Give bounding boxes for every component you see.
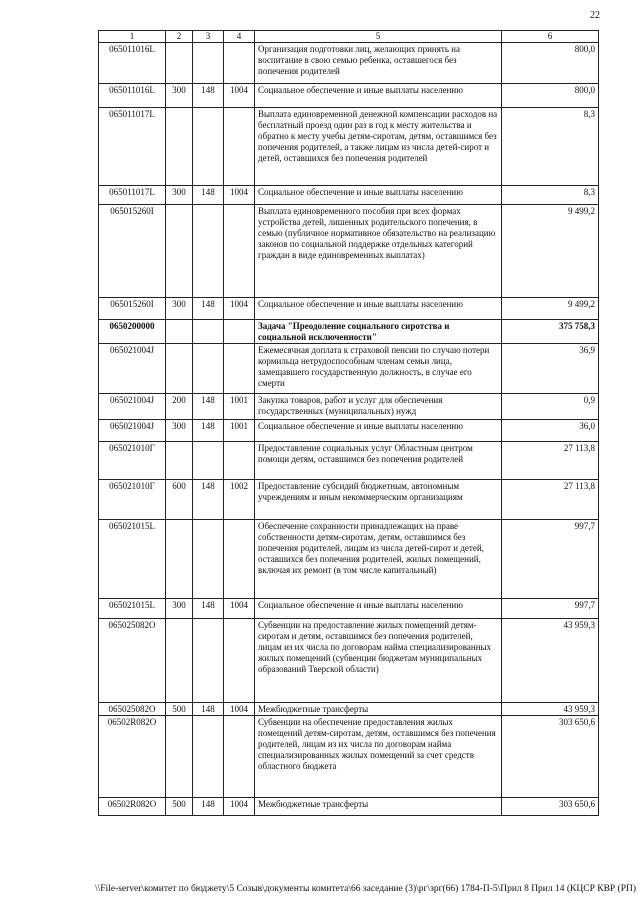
row-section	[166, 108, 193, 186]
column-header: 4	[224, 31, 255, 43]
row-expense-type	[224, 442, 255, 480]
row-code: 065011016L	[99, 43, 166, 84]
table-row	[99, 703, 599, 716]
table-row	[99, 320, 599, 344]
row-amount: 43 959,3	[502, 619, 599, 703]
row-expense-type	[224, 619, 255, 703]
row-subsection: 148	[193, 84, 224, 108]
row-section: 600	[166, 480, 193, 520]
row-amount: 27 113,8	[502, 480, 599, 520]
row-name: Организация подготовки лиц, желающих принять на воспитание в свою семью ребенка, оставшегося без попечения родителей	[255, 43, 502, 84]
row-code: 065015260I	[99, 205, 166, 298]
row-name: Социальное обеспечение и иные выплаты населению	[255, 599, 502, 619]
row-code: 065021010Г	[99, 480, 166, 520]
row-section	[166, 43, 193, 84]
row-expense-type: 1004	[224, 798, 255, 816]
budget-table	[98, 30, 599, 816]
footer-file-path: \\File-server\комитет по бюджету\5 Созыв\документы комитета\66 заседание (3)\рг\зрг(66) 1784-П-5\Прил 8 Прил 14 (КЦСР КВР (РП)	[95, 884, 637, 894]
row-name: Задача "Преодоление социального сиротства и социальной исключенности"	[255, 320, 502, 344]
row-code: 065021015L	[99, 599, 166, 619]
table-body	[99, 43, 599, 816]
row-subsection: 148	[193, 420, 224, 442]
row-expense-type	[224, 108, 255, 186]
row-amount: 303 650,6	[502, 716, 599, 798]
row-expense-type: 1001	[224, 394, 255, 420]
row-section: 300	[166, 186, 193, 205]
row-expense-type	[224, 344, 255, 394]
row-code: 065025082О	[99, 619, 166, 703]
row-expense-type	[224, 205, 255, 298]
page-number: 22	[590, 10, 600, 21]
row-expense-type: 1001	[224, 420, 255, 442]
row-subsection: 148	[193, 298, 224, 320]
table-row	[99, 108, 599, 186]
table-row	[99, 480, 599, 520]
row-expense-type: 1004	[224, 186, 255, 205]
row-expense-type: 1004	[224, 84, 255, 108]
table-row	[99, 798, 599, 816]
table-row	[99, 43, 599, 84]
row-name: Субвенции на предоставление жилых помещений детям-сиротам и детям, оставшимся без попечения родителей, лицам из их числа по договорам найма специализированных жилых помещений (субвенции бюджетам муниципальных образований Тверской области)	[255, 619, 502, 703]
row-subsection	[193, 43, 224, 84]
row-name: Межбюджетные трансферты	[255, 703, 502, 716]
table-row	[99, 442, 599, 480]
row-section	[166, 344, 193, 394]
row-expense-type	[224, 716, 255, 798]
row-expense-type: 1004	[224, 298, 255, 320]
table-row	[99, 186, 599, 205]
row-code: 06502R082О	[99, 716, 166, 798]
row-section: 200	[166, 394, 193, 420]
row-subsection	[193, 442, 224, 480]
table-row	[99, 205, 599, 298]
row-amount: 36,9	[502, 344, 599, 394]
row-code: 065015260I	[99, 298, 166, 320]
row-code: 065021004J	[99, 344, 166, 394]
row-code: 065011017L	[99, 108, 166, 186]
row-subsection: 148	[193, 798, 224, 816]
row-amount: 8,3	[502, 108, 599, 186]
row-amount: 9 499,2	[502, 298, 599, 320]
row-section	[166, 619, 193, 703]
row-amount: 27 113,8	[502, 442, 599, 480]
row-name: Социальное обеспечение и иные выплаты населению	[255, 84, 502, 108]
row-subsection	[193, 344, 224, 394]
row-name: Межбюджетные трансферты	[255, 798, 502, 816]
row-amount: 997,7	[502, 599, 599, 619]
row-amount: 303 650,6	[502, 798, 599, 816]
row-subsection: 148	[193, 599, 224, 619]
row-amount: 800,0	[502, 84, 599, 108]
row-section	[166, 442, 193, 480]
row-name: Ежемесячная доплата к страховой пенсии по случаю потери кормильца нетрудоспособным членам семьи лица, замещавшего государственную должность, в случае его смерти	[255, 344, 502, 394]
row-code: 065011016L	[99, 84, 166, 108]
row-section: 500	[166, 798, 193, 816]
table-row	[99, 520, 599, 599]
row-subsection	[193, 520, 224, 599]
column-header: 6	[502, 31, 599, 43]
row-name: Выплата единовременной денежной компенсации расходов на бесплатный проезд один раз в год к месту жительства и обратно к месту учебы детям-сиротам, детям, оставшимся без попечения родителей, а также лицам из числа детей-сирот и детей, оставшихся без попечения родителей	[255, 108, 502, 186]
table-row	[99, 84, 599, 108]
table-row	[99, 420, 599, 442]
row-amount: 800,0	[502, 43, 599, 84]
row-section	[166, 520, 193, 599]
row-name: Предоставление субсидий бюджетным, автономным учреждениям и иным некоммерческим организациям	[255, 480, 502, 520]
row-name: Субвенции на обеспечение предоставления жилых помещений детям-сиротам, детям, оставшимся без попечения родителей, лицам из их числа по договорам найма специализированных жилых помещений за счет средств областного бюджета	[255, 716, 502, 798]
row-name: Обеспечение сохранности принадлежащих на праве собственности детям-сиротам, детям, оставшимся без попечения родителей, лицам из числа детей-сирот и детей, оставшихся без попечения родителей, жилых помещений, включая их ремонт (в том числе капитальный)	[255, 520, 502, 599]
row-name: Социальное обеспечение и иные выплаты населению	[255, 186, 502, 205]
row-expense-type: 1004	[224, 599, 255, 619]
row-subsection	[193, 205, 224, 298]
row-amount: 375 758,3	[502, 320, 599, 344]
row-subsection	[193, 619, 224, 703]
row-name: Выплата единовременного пособия при всех формах устройства детей, лишенных родительского попечения, в семью (публичное нормативное обязательство на реализацию законов по социальной поддержке отдельных категорий граждан в виде единовременных выплатах)	[255, 205, 502, 298]
row-section: 300	[166, 599, 193, 619]
table-row	[99, 599, 599, 619]
row-expense-type	[224, 320, 255, 344]
row-name: Социальное обеспечение и иные выплаты населению	[255, 420, 502, 442]
table-row	[99, 394, 599, 420]
row-code: 065021004J	[99, 420, 166, 442]
row-expense-type	[224, 43, 255, 84]
row-code: 06502R082О	[99, 798, 166, 816]
table-row	[99, 344, 599, 394]
row-code: 065011017L	[99, 186, 166, 205]
row-name: Закупка товаров, работ и услуг для обеспечения государственных (муниципальных) нужд	[255, 394, 502, 420]
row-subsection: 148	[193, 186, 224, 205]
row-name: Социальное обеспечение и иные выплаты населению	[255, 298, 502, 320]
row-name: Предоставление социальных услуг Областным центром помощи детям, оставшимся без попечения родителей	[255, 442, 502, 480]
row-expense-type	[224, 520, 255, 599]
row-section: 500	[166, 703, 193, 716]
row-subsection: 148	[193, 480, 224, 520]
row-code: 0650200000	[99, 320, 166, 344]
table-row	[99, 619, 599, 703]
column-header: 1	[99, 31, 166, 43]
row-subsection	[193, 108, 224, 186]
row-subsection: 148	[193, 703, 224, 716]
row-section	[166, 320, 193, 344]
table-row	[99, 716, 599, 798]
row-section	[166, 716, 193, 798]
row-code: 065025082О	[99, 703, 166, 716]
row-amount: 997,7	[502, 520, 599, 599]
row-code: 065021015L	[99, 520, 166, 599]
row-subsection: 148	[193, 394, 224, 420]
row-expense-type: 1004	[224, 703, 255, 716]
row-amount: 8,3	[502, 186, 599, 205]
row-amount: 9 499,2	[502, 205, 599, 298]
row-amount: 0,9	[502, 394, 599, 420]
row-amount: 36,0	[502, 420, 599, 442]
row-amount: 43 959,3	[502, 703, 599, 716]
table-row	[99, 298, 599, 320]
row-section: 300	[166, 84, 193, 108]
column-header: 5	[255, 31, 502, 43]
row-subsection	[193, 716, 224, 798]
row-expense-type: 1002	[224, 480, 255, 520]
row-code: 065021004J	[99, 394, 166, 420]
row-code: 065021010Г	[99, 442, 166, 480]
column-header: 3	[193, 31, 224, 43]
column-header: 2	[166, 31, 193, 43]
row-section: 300	[166, 298, 193, 320]
row-subsection	[193, 320, 224, 344]
row-section	[166, 205, 193, 298]
row-section: 300	[166, 420, 193, 442]
table-header-row	[99, 31, 599, 43]
